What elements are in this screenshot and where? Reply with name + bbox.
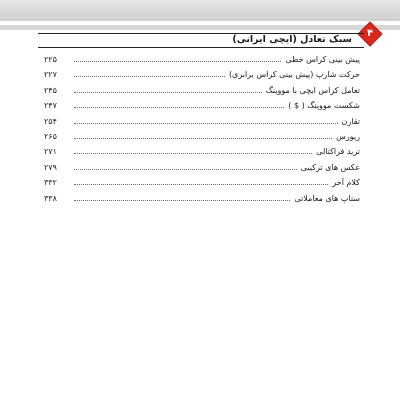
toc-leader-dots bbox=[74, 98, 284, 108]
toc-entry[interactable] bbox=[44, 175, 360, 190]
toc-page-number: ۳۳۸ bbox=[44, 193, 57, 203]
toc-leader-dots bbox=[74, 67, 225, 77]
toc-entry[interactable] bbox=[44, 129, 360, 144]
toc-page-number: ۲۶۵ bbox=[44, 131, 57, 141]
toc-page-number: ۲۴۵ bbox=[44, 85, 57, 95]
toc-entry-title: حرکت شارپ (پیش بینی کراس برابری) bbox=[228, 70, 360, 80]
toc-leader-dots bbox=[74, 114, 338, 124]
header-band-lower bbox=[0, 25, 400, 30]
toc-entry[interactable] bbox=[44, 114, 360, 129]
toc-page-number: ۲۲۵ bbox=[44, 55, 57, 64]
toc-page-number: ۲۴۷ bbox=[44, 101, 57, 111]
toc-page-number: ۲۷۱ bbox=[44, 147, 57, 157]
toc-page-number: ۳۳۲ bbox=[44, 178, 57, 188]
toc-entry-title: ستاپ های معاملاتی bbox=[294, 193, 360, 203]
chapter-number: ۴ bbox=[366, 28, 374, 39]
toc-entry-title: عکس های ترکیبی bbox=[300, 162, 360, 172]
toc-entry-title: پیش بینی کراس خطی bbox=[285, 55, 360, 64]
toc-entry-title: شکست مووینگ ( $ ) bbox=[288, 101, 360, 111]
toc-page-number: ۲۷۹ bbox=[44, 162, 57, 172]
toc-page-number: ۲۵۴ bbox=[44, 116, 57, 126]
toc-entry-title: تعامل کراس ایچی با مووینگ bbox=[265, 85, 360, 95]
toc-leader-dots bbox=[74, 52, 281, 62]
toc-leader-dots bbox=[74, 144, 312, 154]
header-rule-bottom bbox=[38, 47, 364, 48]
table-of-contents bbox=[44, 52, 360, 206]
toc-entry[interactable] bbox=[44, 52, 360, 67]
toc-entry[interactable] bbox=[44, 144, 360, 159]
header-band bbox=[0, 0, 400, 21]
toc-entry[interactable] bbox=[44, 191, 360, 206]
toc-leader-dots bbox=[74, 175, 328, 185]
toc-entry-title: ریورس bbox=[336, 131, 360, 141]
toc-entry[interactable] bbox=[44, 98, 360, 113]
toc-leader-dots bbox=[74, 191, 290, 201]
toc-entry-title: ترید فراکتالی bbox=[316, 147, 360, 157]
chapter-title: سبک تعادل (ایچی ایرانی) bbox=[232, 34, 352, 45]
toc-leader-dots bbox=[74, 83, 262, 93]
toc-page-number: ۲۲۷ bbox=[44, 70, 57, 80]
toc-entry[interactable] bbox=[44, 67, 360, 82]
toc-entry-title: کلام آخر bbox=[332, 178, 360, 188]
toc-entry-title: تقارن bbox=[341, 116, 360, 126]
toc-entry[interactable] bbox=[44, 83, 360, 98]
toc-entry[interactable] bbox=[44, 160, 360, 175]
toc-leader-dots bbox=[74, 129, 332, 139]
toc-leader-dots bbox=[74, 160, 297, 170]
